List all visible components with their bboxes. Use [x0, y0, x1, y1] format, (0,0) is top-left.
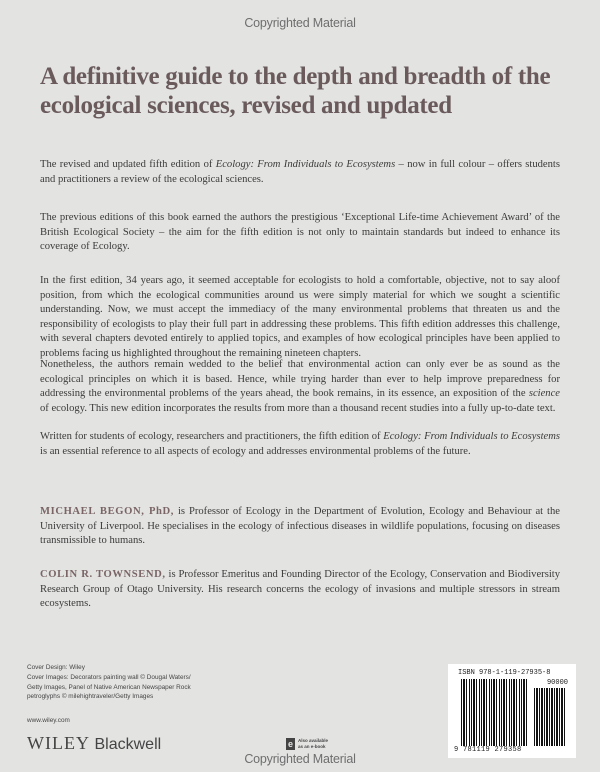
isbn-barcode: [448, 664, 576, 758]
barcode-number: 9 781119 279358: [454, 746, 522, 754]
paragraph-audience: [40, 430, 560, 459]
isbn-text: ISBN 978-1-119-27935-8: [458, 669, 551, 677]
credit-line: petroglyphs © milehightraveler/Getty Images: [27, 693, 154, 701]
text: The revised and updated fifth edition of: [40, 159, 216, 170]
paragraph-first-edition: In the first edition, 34 years ago, it seemed acceptable for ecologists to hold a comfortable, objective, not to say aloof position, from which the ecological communities around us were simply material for which we sought a scientific understanding. Now, we must accept the immediacy of the many environmental problems that threaten us and the responsibility of ecologists to play their full part in addressing these problems. This fifth edition addresses this challenge, with several chapters devoted entirely to applied topics, and examples of how ecological principles have been applied to problems facing us highlighted throughout the remaining nineteen chapters.: [40, 275, 560, 359]
website-link[interactable]: www.wiley.com: [27, 717, 70, 724]
credit-line: Cover Images: Decorators painting wall © Dougal Waters/: [27, 673, 191, 681]
headline: A definitive guide to the depth and breadth of the ecological sciences, revised and updated: [40, 63, 551, 119]
watermark: Copyrighted Material: [244, 16, 356, 30]
credit-line: Getty Images, Panel of Native American Newspaper Rock: [27, 683, 191, 691]
author-name: MICHAEL BEGON, PhD,: [40, 506, 175, 517]
ebook-text: Also available: [298, 738, 329, 743]
paragraph-principles: [40, 358, 560, 416]
paragraph-intro: [40, 158, 560, 187]
cover-credits: [27, 663, 191, 702]
paragraph-award: The previous editions of this book earned the authors the prestigious ‘Exceptional Life-time Achievement Award’ of the British Ecological Society – the aim for the fifth edition is not only to maintain standards but indeed to enhance its coverage of Ecology.: [40, 212, 560, 253]
author-name: COLIN R. TOWNSEND,: [40, 569, 166, 580]
book-title: Ecology: From Individuals to Ecosystems: [215, 159, 396, 170]
publisher-logo: [27, 733, 161, 754]
text: of ecology. This new edition incorporates the results from more than a thousand recent studies into a fully up-to-date text.: [40, 402, 556, 414]
watermark-bottom: Copyrighted Material: [244, 752, 356, 766]
price-code: 90000: [546, 679, 568, 687]
author-bio: is Professor Emeritus and Founding Director of the Ecology, Conservation and Biodiversity Research Group of Otago University. His research concerns the ecology of invasions and multiple stressors in stream ecosystems.: [40, 569, 560, 610]
emphasis: science: [528, 388, 560, 400]
text: Written for students of ecology, researchers and practitioners, the fifth edition of: [40, 431, 384, 442]
text: is an essential reference to all aspects of ecology and addresses environmental problems of the future.: [40, 445, 471, 457]
text: Nonetheless, the authors remain wedded to the belief that environmental action can only ever be as sound as the ecological principles on which it is based. Hence, while trying harder than ever to help improve preparedness for addressing the environmental problems of the years ahead, the book remains, in its essence, an exposition of the: [40, 359, 560, 400]
author-bio-townsend: [40, 568, 560, 612]
wiley-wordmark: WILEY: [27, 733, 90, 753]
ebook-notice: [286, 738, 328, 750]
credit-line: Cover Design: Wiley: [27, 664, 85, 671]
author-bio-begon: [40, 505, 560, 549]
author-bio: is Professor of Ecology in the Department of Evolution, Ecology and Behaviour at the University of Liverpool. He specialises in the ecology of infectious diseases in wildlife populations, focusing on diseases transmissible to humans.: [40, 506, 560, 547]
text: – now in full colour – offers students and practitioners a review of the ecological sciences.: [40, 159, 560, 185]
ebook-icon: e: [287, 739, 293, 749]
barcode-addon-bars: [534, 688, 566, 746]
ebook-text: as an e-book: [298, 743, 326, 749]
barcode-bars: [461, 679, 527, 746]
blackwell-wordmark: Blackwell: [94, 736, 162, 753]
book-title: Ecology: From Individuals to Ecosystems: [383, 431, 560, 442]
